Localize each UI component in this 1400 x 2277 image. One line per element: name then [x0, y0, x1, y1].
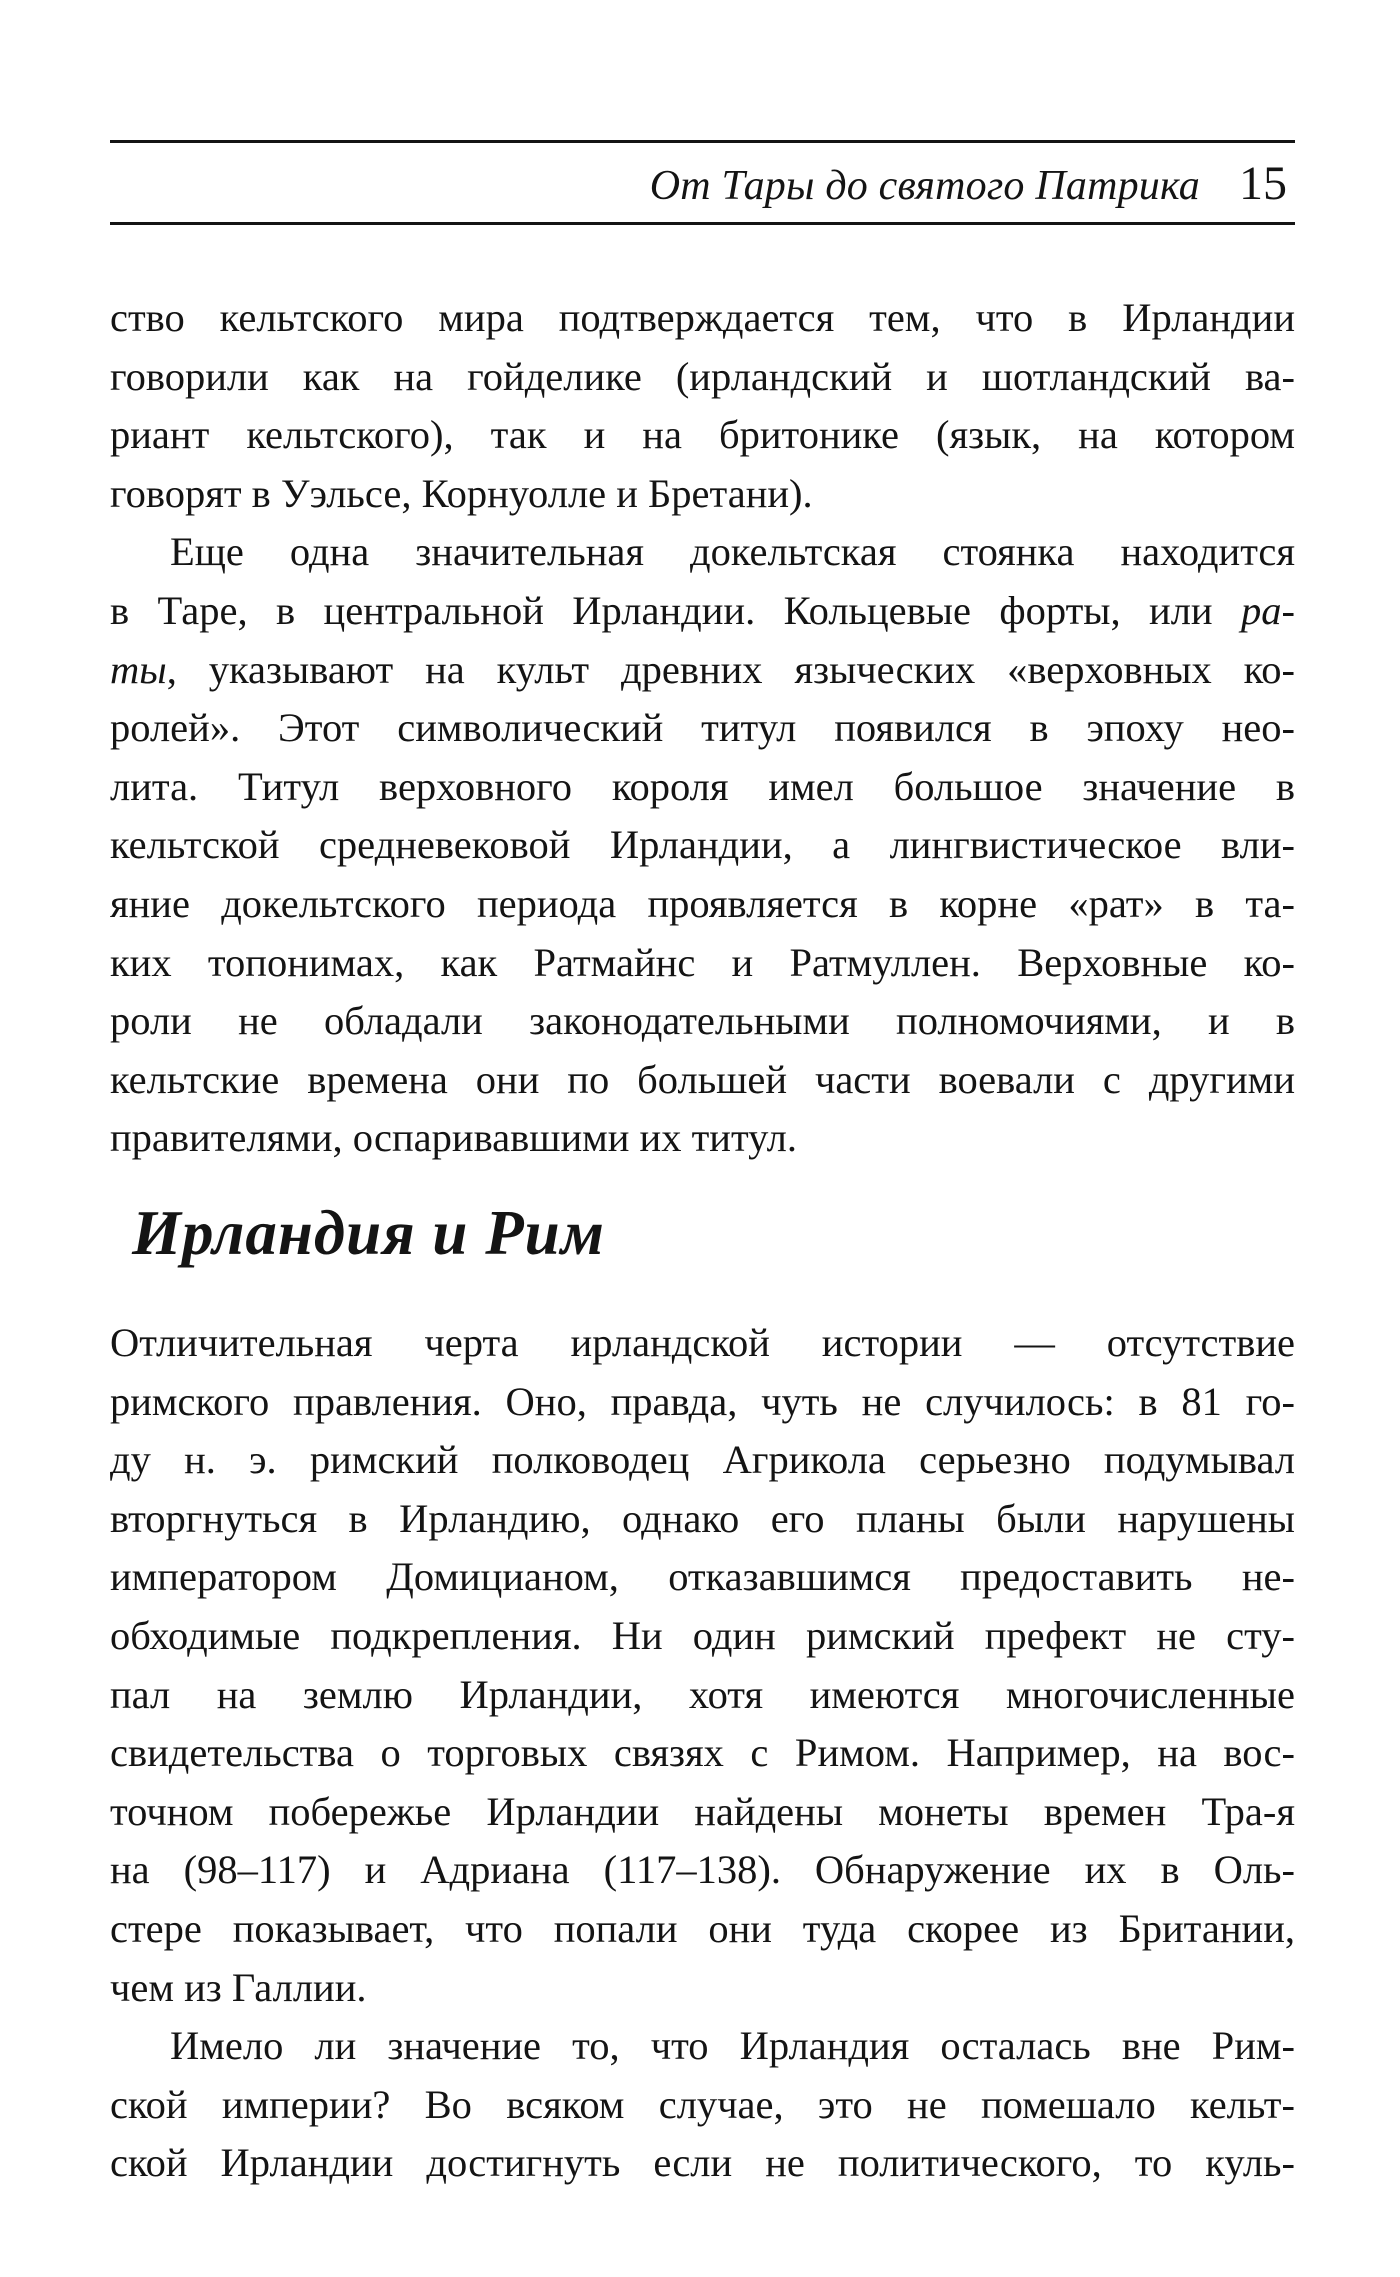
text-line: римского правления. Оно, правда, чуть не случилось: в 81 го-: [110, 1378, 1295, 1424]
text-line: лита. Титул верховного короля имел большое значение в: [110, 763, 1295, 809]
text-line: кельтские времена они по большей части воевали с другими: [110, 1056, 1295, 1102]
running-title: От Тары до святого Патрика: [649, 163, 1200, 209]
page-number: 15: [1239, 157, 1287, 210]
text-line: яние докельтского периода проявляется в корне «рат» в та-: [110, 880, 1295, 926]
text-line: риант кельтского), так и на бритонике (язык, на котором: [110, 412, 1295, 458]
text-line: Еще одна значительная докельтская стоянка находится: [170, 529, 1295, 575]
tara-paragraph: [110, 523, 1295, 1168]
text-line: роли не обладали законодательными полномочиями, и в: [110, 998, 1295, 1044]
header-bottom-rule: [110, 222, 1295, 225]
text-line: ких топонимах, как Ратмайнс и Ратмуллен. Верховные ко-: [110, 939, 1295, 985]
continued-paragraph: [110, 289, 1295, 523]
text-line: императором Домицианом, отказавшимся предоставить не-: [110, 1554, 1295, 1600]
italic-term-fragment: ты: [110, 646, 167, 692]
main-text-before-section: [110, 289, 1295, 1168]
text-line: ство кельтского мира подтверждается тем, что в Ирландии: [110, 295, 1295, 340]
text-line: говорили как на гойделике (ирландский и шотландский ва-: [110, 353, 1295, 399]
section-paragraph: [110, 2017, 1295, 2193]
text-line-with-italic-term: [110, 582, 1295, 641]
text-line: ролей». Этот символический титул появился в эпоху нео-: [110, 705, 1295, 751]
italic-term-fragment: ра-: [1241, 587, 1295, 633]
text-line: ской Ирландии достигнуть если не политического, то куль-: [110, 2140, 1295, 2186]
header-top-rule: [110, 140, 1295, 143]
section-paragraph: [110, 1314, 1295, 2017]
text-line: говорят в Уэльсе, Корнуолле и Бретани).: [110, 470, 813, 516]
text-fragment: , указывают на культ древних языческих «верховных ко-: [166, 646, 1295, 692]
text-line: точном побережье Ирландии найдены монеты времен Тра-я: [110, 1788, 1295, 1834]
text-line: пал на землю Ирландии, хотя имеются многочисленные: [110, 1671, 1295, 1717]
text-line: вторгнуться в Ирландию, однако его планы были нарушены: [110, 1495, 1295, 1541]
section-heading: Ирландия и Рим: [132, 1198, 605, 1268]
text-line: Имело ли значение то, что Ирландия осталась вне Рим-: [170, 2023, 1295, 2069]
text-line: ду н. э. римский полководец Агрикола серьезно подумывал: [110, 1437, 1295, 1483]
text-line: свидетельства о торговых связях с Римом. Например, на вос-: [110, 1730, 1295, 1776]
running-header: [110, 140, 1295, 226]
text-line-with-italic-term: [110, 641, 1295, 700]
text-line: ской империи? Во всяком случае, это не помешало кельт-: [110, 2081, 1295, 2127]
text-line: обходимые подкрепления. Ни один римский префект не сту-: [110, 1612, 1295, 1658]
section-body: [110, 1314, 1295, 2193]
text-fragment: в Таре, в центральной Ирландии. Кольцевые форты, или: [110, 587, 1241, 633]
text-line: на (98–117) и Адриана (117–138). Обнаружение их в Оль-: [110, 1847, 1295, 1893]
text-line: правителями, оспаривавшими их титул.: [110, 1115, 797, 1161]
text-line: стере показывает, что попали они туда скорее из Британии,: [110, 1905, 1295, 1951]
text-line: чем из Галлии.: [110, 1964, 367, 2010]
text-line: кельтской средневековой Ирландии, а лингвистическое вли-: [110, 822, 1295, 868]
text-line: Отличительная черта ирландской истории — отсутствие: [110, 1320, 1295, 1365]
